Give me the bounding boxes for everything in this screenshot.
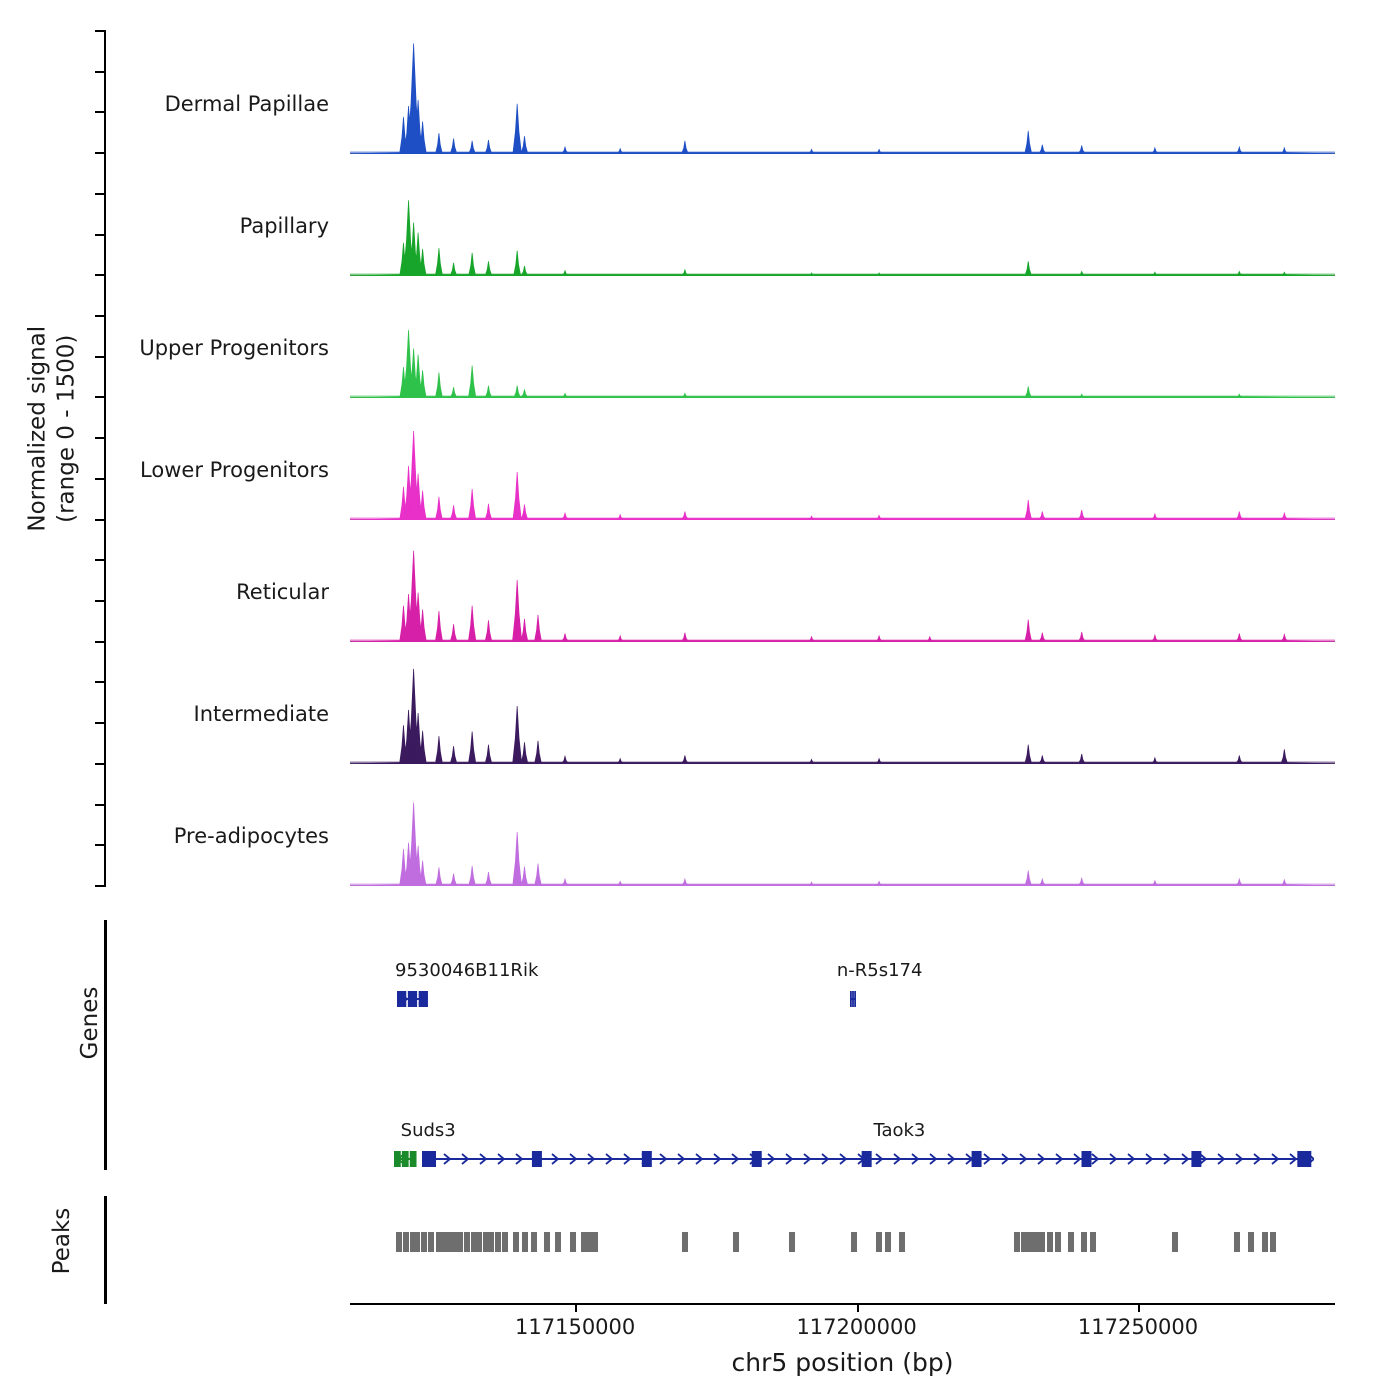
signal-axis-tick: [95, 519, 106, 521]
x-axis: [350, 1303, 1335, 1339]
signal-trace: [350, 642, 1335, 764]
signal-track: [239, 154, 1335, 276]
peak-mark: [495, 1232, 501, 1252]
x-axis-tick-label: 117150000: [515, 1315, 636, 1339]
peak-mark: [464, 1232, 470, 1252]
gene-model[interactable]: [420, 1145, 1313, 1173]
peak-mark: [544, 1232, 550, 1252]
signal-axis-tick: [95, 641, 106, 643]
signal-axis-tick: [95, 315, 106, 317]
gene-label: Suds3: [400, 1120, 456, 1141]
y-axis-label: [23, 219, 81, 639]
signal-axis-tick: [95, 437, 106, 439]
peak-mark: [1270, 1232, 1276, 1252]
peak-mark: [1234, 1232, 1240, 1252]
peak-mark: [789, 1232, 795, 1252]
peak-mark: [403, 1232, 409, 1252]
gene-model[interactable]: [848, 985, 858, 1013]
signal-track: [140, 398, 1335, 520]
signal-track-label: Intermediate: [193, 702, 329, 726]
peak-mark: [682, 1232, 688, 1252]
peaks-panel-label: Peaks: [49, 1207, 75, 1275]
x-axis-label: chr5 position (bp): [731, 1348, 954, 1377]
genes-axis-spine: [104, 920, 107, 1170]
gene-label: Taok3: [873, 1120, 926, 1141]
gene-label: n-R5s174: [836, 960, 923, 981]
peak-mark: [513, 1232, 519, 1252]
peak-mark: [1172, 1232, 1178, 1252]
peak-mark: [570, 1232, 576, 1252]
signal-track: [139, 276, 1335, 398]
peak-mark: [414, 1232, 420, 1252]
peaks-track: [350, 1232, 1335, 1254]
peak-mark: [502, 1232, 508, 1252]
peak-mark: [1014, 1232, 1020, 1252]
signal-axis-tick: [95, 681, 106, 683]
signal-track-label: Papillary: [239, 214, 329, 238]
signal-axis-tick: [95, 396, 106, 398]
signal-trace: [350, 764, 1335, 886]
peak-mark: [899, 1232, 905, 1252]
peak-mark: [1248, 1232, 1254, 1252]
signal-axis-tick: [95, 30, 106, 32]
signal-axis-tick: [95, 763, 106, 765]
peak-mark: [592, 1232, 598, 1252]
signal-axis-tick: [95, 152, 106, 154]
signal-trace: [350, 520, 1335, 642]
peak-mark: [733, 1232, 739, 1252]
gene-model[interactable]: [392, 1145, 419, 1173]
peak-mark: [1039, 1232, 1045, 1252]
peak-mark: [885, 1232, 891, 1252]
signal-track: [236, 520, 1335, 642]
signal-track-label: Upper Progenitors: [139, 336, 329, 360]
signal-axis-tick: [95, 804, 106, 806]
peak-mark: [1081, 1232, 1087, 1252]
x-axis-tick: [1138, 1303, 1140, 1312]
peak-mark: [457, 1232, 463, 1252]
signal-trace: [350, 32, 1335, 154]
signal-axis-tick: [95, 885, 106, 887]
signal-trace: [350, 398, 1335, 520]
peak-mark: [876, 1232, 882, 1252]
signal-track-label: Lower Progenitors: [140, 458, 329, 482]
signal-track: [164, 32, 1335, 154]
signal-track-label: Dermal Papillae: [164, 92, 329, 116]
peak-mark: [555, 1232, 561, 1252]
peak-mark: [851, 1232, 857, 1252]
gene-model[interactable]: [395, 985, 430, 1013]
signal-axis-tick: [95, 559, 106, 561]
peak-mark: [396, 1232, 402, 1252]
peak-mark: [1262, 1232, 1268, 1252]
x-axis-tick-label: 117250000: [1077, 1315, 1199, 1339]
peak-mark: [522, 1232, 528, 1252]
peak-mark: [1047, 1232, 1053, 1252]
x-axis-tick: [857, 1303, 859, 1312]
x-axis-tick-label: 117200000: [796, 1315, 917, 1339]
y-axis-label-line2: (range 0 - 1500): [53, 334, 79, 523]
signal-trace: [350, 154, 1335, 276]
y-axis-label-line1: Normalized signal: [24, 325, 51, 532]
signal-track-label: Pre-adipocytes: [173, 824, 329, 848]
signal-trace: [350, 276, 1335, 398]
peak-mark: [488, 1232, 494, 1252]
peak-mark: [1090, 1232, 1096, 1252]
peak-mark: [421, 1232, 427, 1252]
signal-track-label: Reticular: [236, 580, 329, 604]
peak-mark: [476, 1232, 482, 1252]
peaks-axis-spine: [104, 1196, 107, 1304]
signal-axis-tick: [95, 193, 106, 195]
signal-axis-tick: [95, 274, 106, 276]
peak-mark: [445, 1232, 451, 1252]
signal-track: [193, 642, 1335, 764]
signal-track: [173, 764, 1335, 886]
gene-label: 9530046B11Rik: [395, 960, 539, 981]
peak-mark: [428, 1232, 434, 1252]
peak-mark: [1068, 1232, 1074, 1252]
peak-mark: [531, 1232, 537, 1252]
peak-mark: [1055, 1232, 1061, 1252]
genes-panel-label: Genes: [77, 986, 103, 1060]
signal-axis-tick: [95, 71, 106, 73]
x-axis-tick: [575, 1303, 577, 1312]
